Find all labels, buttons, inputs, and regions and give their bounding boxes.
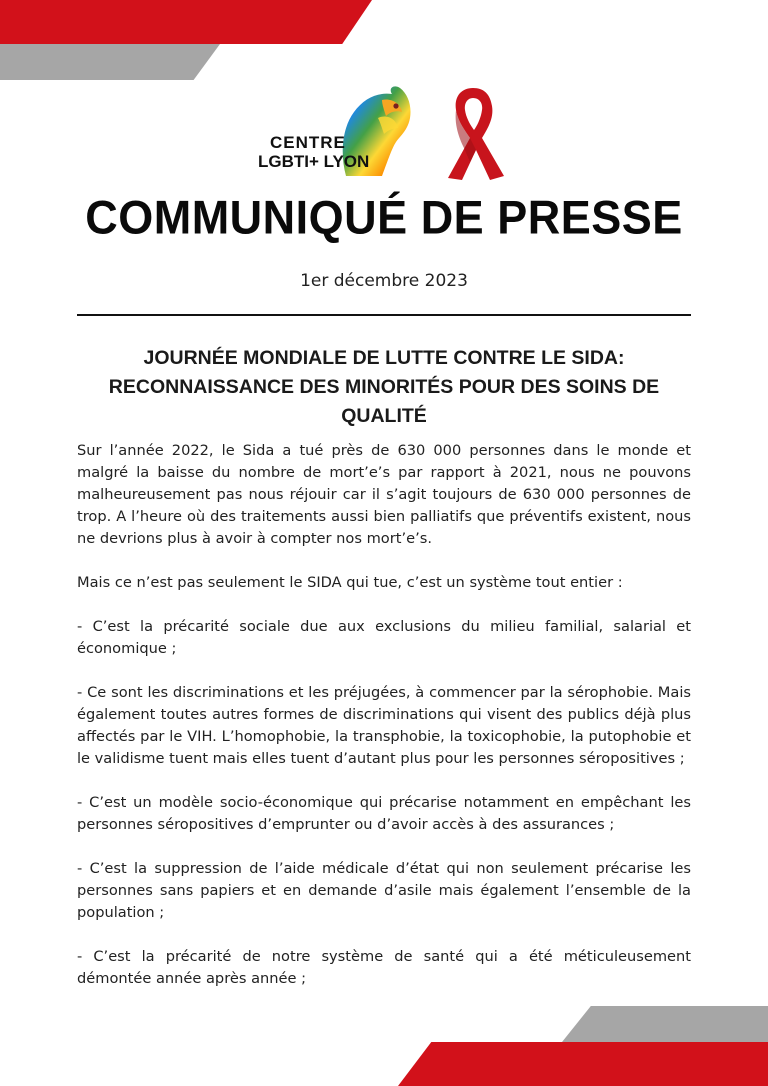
- headline: JOURNÉE MONDIALE DE LUTTE CONTRE LE SIDA: RECONNAISSANCE DES MINORITÉS POUR DES SOINS DE QUALITÉ: [108, 347, 660, 427]
- bullet-discriminations: - Ce sont les discriminations et les préjugées, à commencer par la sérophobie. Mais également toutes autres formes de discriminations qui visent des publics déjà plus affectés par le VIH. L’homophobie, la transphobie, la toxicophobie, la putophobie et le validisme tuent mais elles tuent d’autant plus pour les personnes séropositives ;: [77, 684, 691, 767]
- top-red-banner: [0, 0, 372, 44]
- paragraph-system: Mais ce n’est pas seulement le SIDA qui tue, c’est un système tout entier :: [77, 574, 623, 591]
- bottom-gray-banner: [562, 1006, 768, 1042]
- logo-bar: [0, 80, 768, 180]
- centre-logo-line2: LGBTI+ LYON: [258, 152, 370, 171]
- bullet-precarite-sociale: - C’est la précarité sociale due aux exclusions du milieu familial, salarial et économique ;: [77, 618, 691, 657]
- centre-lgbti-lyon-logo: [258, 80, 418, 180]
- paragraph-intro: Sur l’année 2022, le Sida a tué près de 630 000 personnes dans le monde et malgré la baisse du nombre de mort’e’s par rapport à 2021, nous ne pouvons malheureusement pas nous réjouir car il s’agit toujours de 630 000 personnes de trop. A l’heure où des traitements aussi bien palliatifs que préventifs existent, nous ne devrions plus à avoir à compter nos mort’e’s.: [77, 442, 691, 547]
- centre-logo-line1: CENTRE: [270, 133, 346, 152]
- red-ribbon-icon: [436, 82, 510, 180]
- bottom-red-banner: [398, 1042, 768, 1086]
- bullet-modele-socio-economique: - C’est un modèle socio-économique qui précarise notamment en empêchant les personnes séropositives d’emprunter ou d’avoir accès à des assurances ;: [77, 794, 691, 833]
- top-gray-banner: [0, 44, 220, 80]
- page-title: COMMUNIQUÉ DE PRESSE: [85, 190, 683, 245]
- release-date: 1er décembre 2023: [300, 271, 468, 291]
- bullet-systeme-sante: - C’est la précarité de notre système de santé qui a été méticuleusement démontée année après année ;: [77, 948, 691, 987]
- body-text: [77, 440, 691, 1012]
- bullet-aide-medicale: - C’est la suppression de l’aide médicale d’état qui non seulement précarise les personnes sans papiers et en demande d’asile mais également l’ensemble de la population ;: [77, 860, 691, 921]
- title-divider: [77, 314, 691, 316]
- centre-logo-text: [258, 134, 369, 170]
